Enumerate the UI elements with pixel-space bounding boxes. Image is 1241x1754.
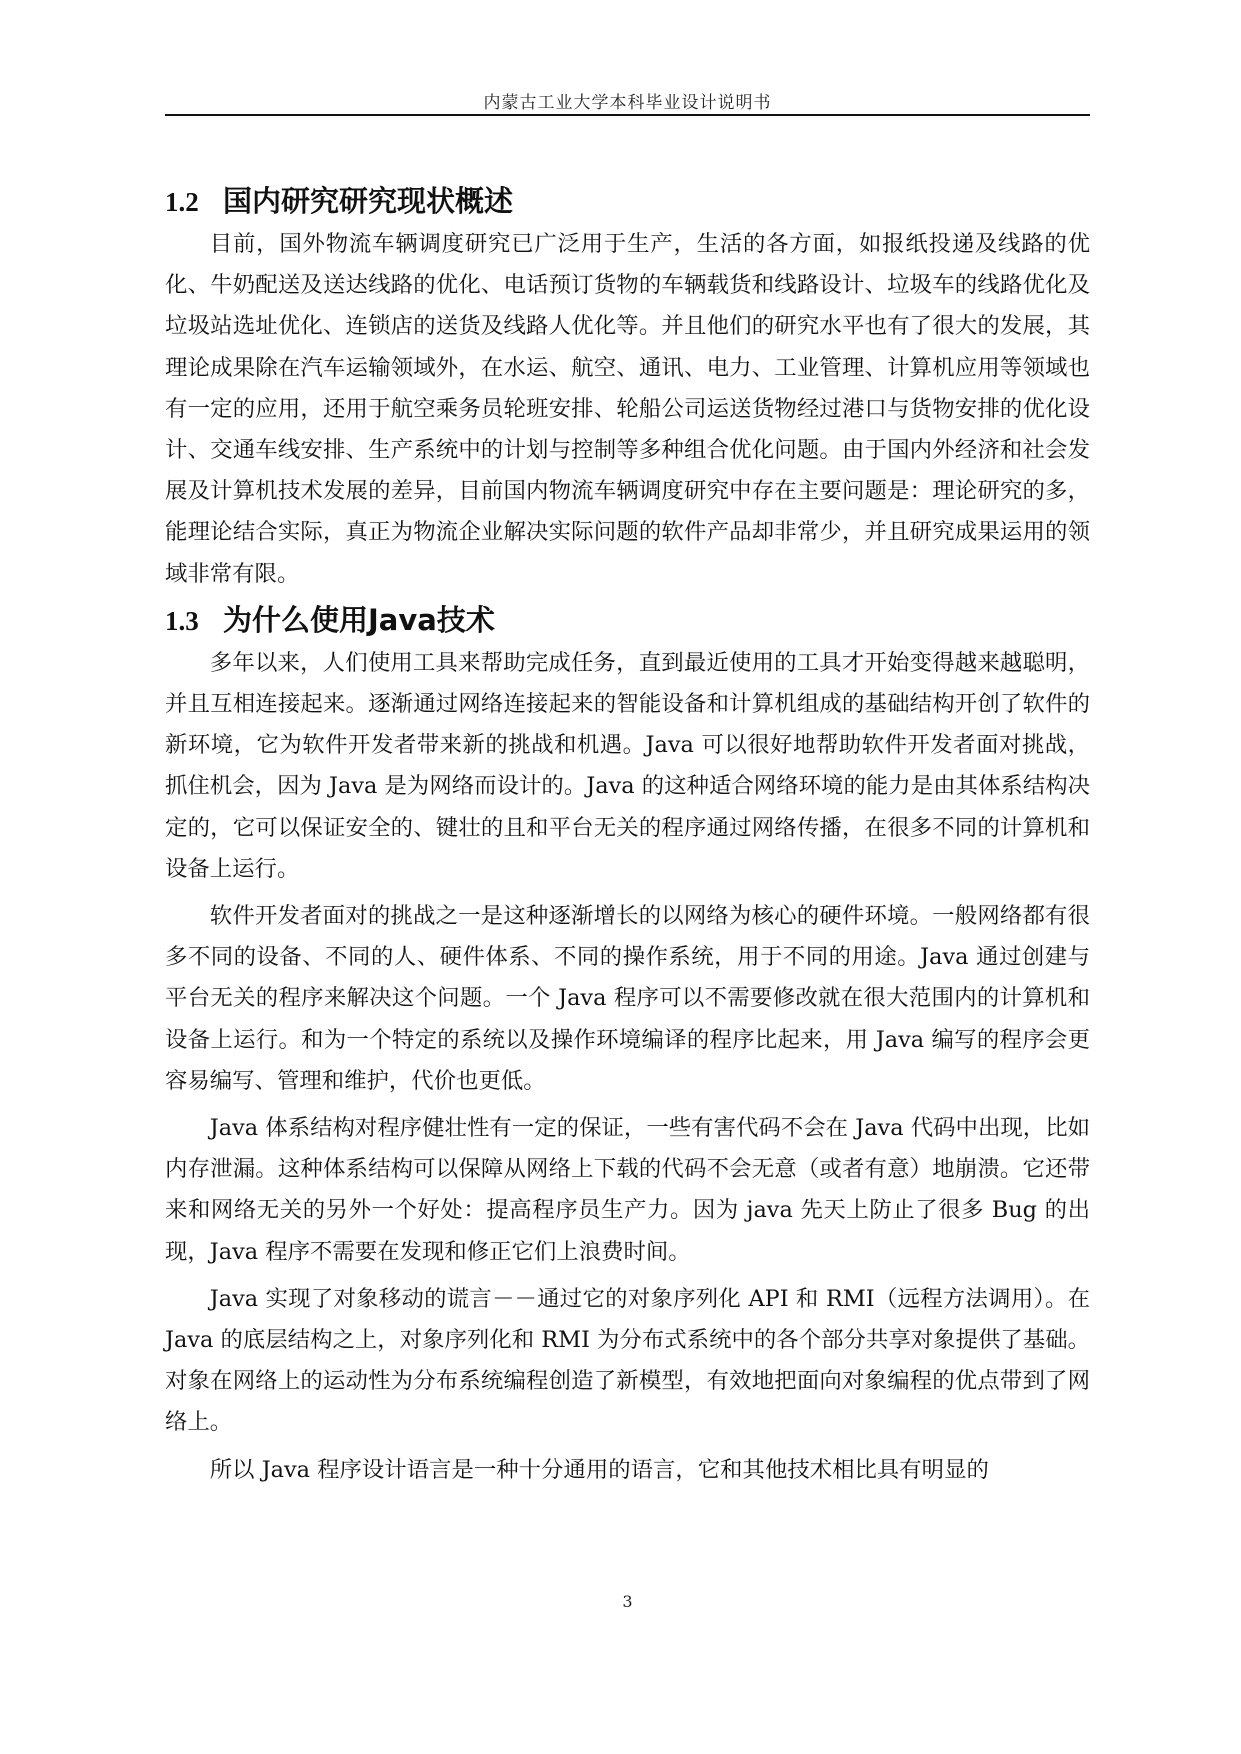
paragraph: 目前，国外物流车辆调度研究已广泛用于生产，生活的各方面，如报纸投递及线路的优化、牛奶配送及送达线路的优化、电话预订货物的车辆载货和线路设计、垃圾车的线路优化及垃圾站选址优化、连锁店的送货及线路人优化等。并且他们的研究水平也有了很大的发展，其理论成果除在汽车运输领域外，在水运、航空、通讯、电力、工业管理、计算机应用等领域也有一定的应用，还用于航空乘务员轮班安排、轮船公司运送货物经过港口与货物安排的优化设计、交通车线安排、生产系统中的计划与控制等多种组合优化问题。由于国内外经济和社会发展及计算机技术发展的差异，目前国内物流车辆调度研究中存在主要问题是：理论研究的多，能理论结合实际，真正为物流企业解决实际问题的软件产品却非常少，并且研究成果运用的领域非常有限。 (165, 231, 1090, 587)
paragraph: 软件开发者面对的挑战之一是这种逐渐增长的以网络为核心的硬件环境。一般网络都有很多不同的设备、不同的人、硬件体系、不同的操作系统，用于不同的用途。Java 通过创建与平台无关的程序来解决这个问题。一个 Java 程序可以不需要修改就在很大范围内的计算机和设备上运行。和为一个特定的系统以及操作环境编译的程序比起来，用 Java 编写的程序会更容易编写、管理和维护，代价也更低。 (165, 903, 1090, 1094)
paragraph: 所以 Java 程序设计语言是一种十分通用的语言，它和其他技术相比具有明显的 (209, 1456, 989, 1483)
section-number: 1.3 (165, 605, 199, 636)
section-title: 为什么使用Java技术 (223, 602, 495, 637)
header-rule (165, 114, 1090, 116)
section-heading-1-3 (165, 597, 1090, 643)
section-heading-1-2 (165, 178, 1090, 224)
running-header: 内蒙古工业大学本科毕业设计说明书 (483, 93, 772, 113)
page-number: 3 (622, 1592, 633, 1611)
paragraph: Java 实现了对象移动的谎言－－通过它的对象序列化 API 和 RMI（远程方法调用）。在 Java 的底层结构之上，对象序列化和 RMI 为分布式系统中的各个部分共享对象提供了基础。对象在网络上的运动性为分布系统编程创造了新模型，有效地把面向对象编程的优点带到了网络上。 (165, 1285, 1090, 1436)
section-title: 国内研究研究现状概述 (223, 184, 514, 218)
paragraph: 多年以来，人们使用工具来帮助完成任务，直到最近使用的工具才开始变得越来越聪明，并且互相连接起来。逐渐通过网络连接起来的智能设备和计算机组成的基础结构开创了软件的新环境，它为软件开发者带来新的挑战和机遇。Java 可以很好地帮助软件开发者面对挑战，抓住机会，因为 Java 是为网络而设计的。Java 的这种适合网络环境的能力是由其体系结构决定的，它可以保证安全的、键壮的且和平台无关的程序通过网络传播，在很多不同的计算机和设备上运行。 (165, 649, 1090, 882)
paragraph: Java 体系结构对程序健壮性有一定的保证，一些有害代码不会在 Java 代码中出现，比如内存泄漏。这种体系结构可以保障从网络上下载的代码不会无意（或者有意）地崩溃。它还带来和网络无关的另外一个好处：提高程序员生产力。因为 java 先天上防止了很多 Bug 的出现，Java 程序不需要在发现和修正它们上浪费时间。 (165, 1115, 1090, 1265)
section-number: 1.2 (165, 187, 199, 217)
page-body (165, 178, 1090, 1491)
